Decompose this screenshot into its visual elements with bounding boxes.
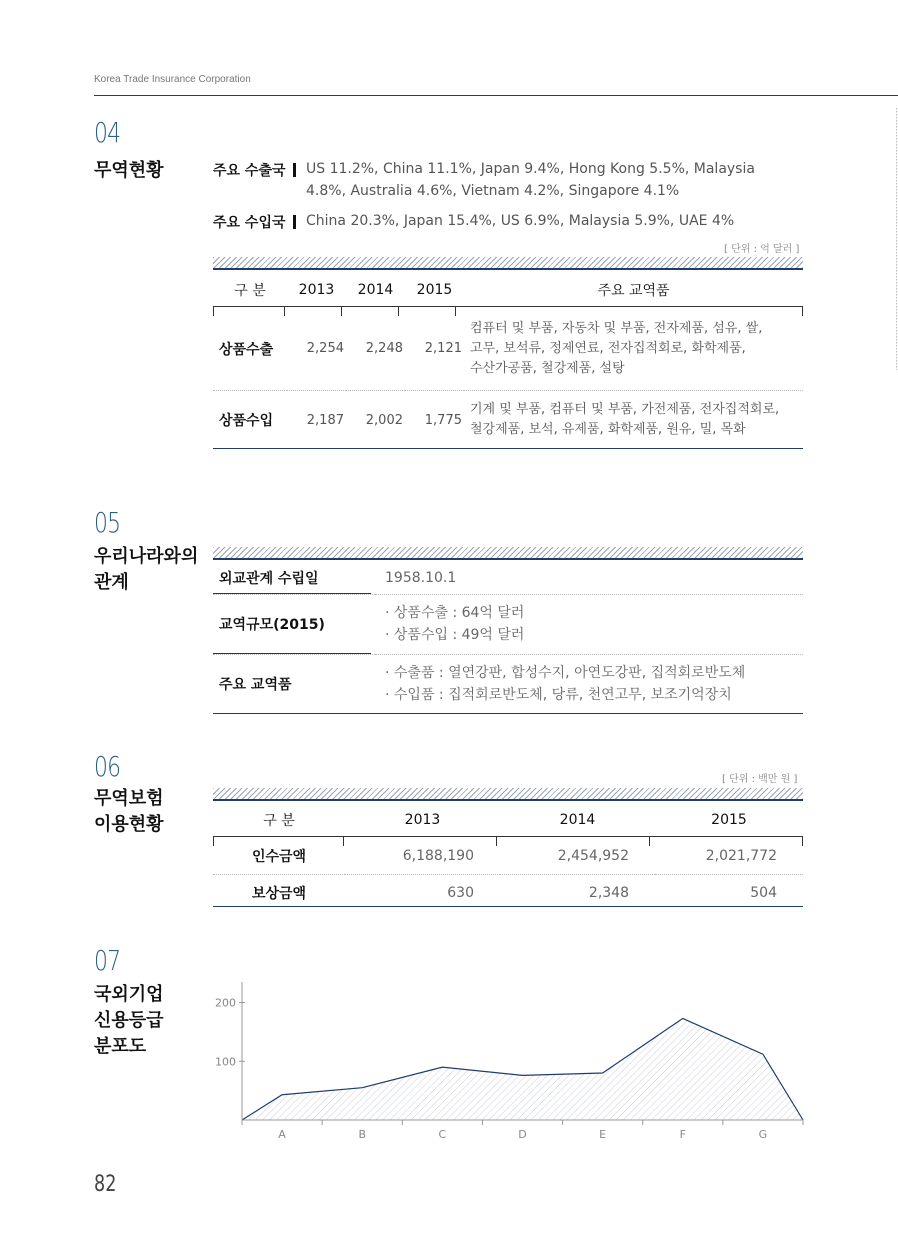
cell-2015: 2,121 [424, 341, 462, 357]
row-key: 교역규모(2015) [219, 617, 325, 633]
hatch-bar [213, 257, 803, 270]
cell-items [464, 308, 803, 390]
insurance-table-header [213, 802, 803, 838]
credit-rating-chart [200, 970, 820, 1150]
column-tick [649, 836, 650, 846]
x-tick-label: A [278, 1128, 286, 1141]
trade-table [213, 272, 803, 450]
trade-table-unit: [ 단위 : 억 달러 ] [724, 244, 800, 255]
x-tick-label: E [599, 1128, 607, 1141]
label-bar [293, 163, 296, 177]
column-tick [343, 836, 344, 846]
row-label: 보상금액 [251, 886, 307, 902]
title-line: 우리나라와의 [94, 546, 199, 567]
section-06-number: 06 [94, 750, 121, 783]
col-2013: 2013 [404, 812, 441, 828]
items-line: 기계 및 부품, 컴퓨터 및 부품, 가전제품, 전자집적회로, [470, 402, 780, 418]
table-bottom-rule [213, 713, 803, 714]
x-tick-label: D [518, 1128, 527, 1141]
column-tick [341, 306, 342, 316]
section-04-title: 무역현황 [94, 160, 164, 181]
table-row [213, 838, 803, 875]
value-line: · 수출품 : 열연강판, 합성수지, 아연도강판, 집적회로반도체 [385, 665, 746, 682]
cell-2015: 2,021,772 [705, 848, 777, 864]
row-value [375, 594, 803, 654]
table-row [213, 654, 803, 714]
column-tick [802, 836, 803, 846]
column-tick [398, 306, 399, 316]
title-line: 무역보험 [94, 788, 164, 809]
value-line: · 수입품 : 집적회로반도체, 당류, 천연고무, 보조기억장치 [385, 687, 732, 704]
column-tick [455, 306, 456, 316]
key-divider [213, 593, 371, 594]
x-ticks [242, 1120, 803, 1141]
row-label: 상품수출 [219, 341, 274, 358]
x-tick-label: F [679, 1128, 686, 1141]
cell-2014: 2,348 [588, 885, 629, 901]
export-value-line1: US 11.2%, China 11.1%, Japan 9.4%, Hong Kong 5.5%, Malaysia [306, 161, 755, 177]
x-tick-label: C [438, 1128, 447, 1141]
insurance-table [213, 802, 803, 911]
import-countries-row [213, 212, 786, 232]
row-label: 상품수입 [219, 413, 274, 430]
hatch-bar [213, 547, 803, 560]
cell-2013: 2,187 [306, 412, 344, 428]
table-bottom-rule [213, 906, 803, 907]
cell-2014: 2,454,952 [557, 848, 629, 864]
items-line: 수산가공품, 철강제품, 설탕 [470, 360, 625, 376]
label-bar [293, 215, 296, 229]
col-items: 주요 교역품 [597, 283, 670, 299]
import-value: China 20.3%, Japan 15.4%, US 6.9%, Malaysia 5.9%, UAE 4% [306, 213, 735, 229]
table-bottom-rule [213, 448, 803, 449]
title-line: 신용등급 [94, 1010, 164, 1031]
header-underline [213, 306, 803, 307]
row-label: 인수금액 [251, 849, 307, 865]
row-value: 1958.10.1 [385, 569, 457, 586]
title-line: 이용현황 [94, 814, 164, 835]
column-tick [284, 306, 285, 316]
title-line: 분포도 [94, 1036, 147, 1057]
table-row [213, 594, 803, 654]
table-row [213, 562, 803, 594]
hatch-bar [213, 788, 803, 801]
title-line: 관계 [94, 572, 129, 593]
side-dotted-rule [896, 108, 897, 370]
items-line: 철강제품, 보석, 유제품, 화학제품, 원유, 밀, 목화 [470, 422, 746, 438]
col-2014: 2014 [357, 282, 394, 298]
y-tick-label: 200 [215, 996, 236, 1010]
key-divider [213, 653, 371, 654]
cell-2014: 2,002 [365, 412, 403, 428]
table-row [213, 308, 803, 390]
export-value [306, 158, 786, 202]
page-number: 82 [94, 1172, 117, 1197]
section-07-title [94, 982, 164, 1060]
title-line: 국외기업 [94, 984, 164, 1005]
relations-table [213, 562, 803, 714]
section-05-number: 05 [94, 506, 121, 539]
section-06-title [94, 786, 164, 838]
y-ticks [215, 997, 245, 1069]
area-fill [242, 1018, 803, 1120]
x-tick-label: B [358, 1128, 366, 1141]
items-line: 고무, 보석류, 정제연료, 전자집적회로, 화학제품, [470, 340, 746, 356]
header-rule [94, 95, 898, 96]
cell-2015: 504 [750, 885, 777, 901]
col-2013: 2013 [298, 282, 335, 298]
import-label: 주요 수입국 [213, 215, 286, 231]
col-2014: 2014 [559, 812, 596, 828]
column-tick [213, 306, 214, 316]
column-tick [802, 306, 803, 316]
row-key: 주요 교역품 [219, 677, 292, 694]
section-05-title [94, 544, 198, 596]
cell-2014: 2,248 [365, 341, 403, 357]
cell-items [464, 390, 803, 450]
col-2015: 2015 [416, 282, 453, 298]
value-line: · 상품수출 : 64억 달러 [385, 605, 525, 621]
export-value-line2: 4.8%, Australia 4.6%, Vietnam 4.2%, Singapore 4.1% [306, 183, 680, 199]
y-tick-label: 100 [215, 1055, 236, 1069]
items-line: 컴퓨터 및 부품, 자동차 및 부품, 전자제품, 섬유, 쌀, [470, 320, 763, 336]
export-countries-row [213, 160, 786, 202]
trade-table-header [213, 272, 803, 308]
cell-2013: 630 [447, 885, 474, 901]
cell-2013: 2,254 [306, 341, 344, 357]
column-tick [496, 836, 497, 846]
row-key: 외교관계 수립일 [219, 570, 319, 587]
cell-2013: 6,188,190 [402, 848, 474, 864]
section-04-number: 04 [94, 116, 121, 149]
insurance-table-unit: [ 단위 : 백만 원 ] [722, 774, 798, 785]
col-2015: 2015 [711, 812, 747, 828]
cell-2015: 1,775 [424, 412, 462, 428]
col-category: 구 분 [234, 283, 266, 299]
value-line: · 상품수입 : 49억 달러 [385, 627, 525, 643]
export-label: 주요 수출국 [213, 163, 286, 179]
col-category: 구 분 [263, 813, 295, 829]
column-tick [213, 836, 214, 846]
header-underline [213, 836, 803, 837]
section-07-number: 07 [94, 944, 121, 977]
header-text: Korea Trade Insurance Corporation [94, 74, 251, 85]
table-row [213, 390, 803, 450]
x-tick-label: G [758, 1128, 768, 1141]
row-value [375, 654, 803, 714]
